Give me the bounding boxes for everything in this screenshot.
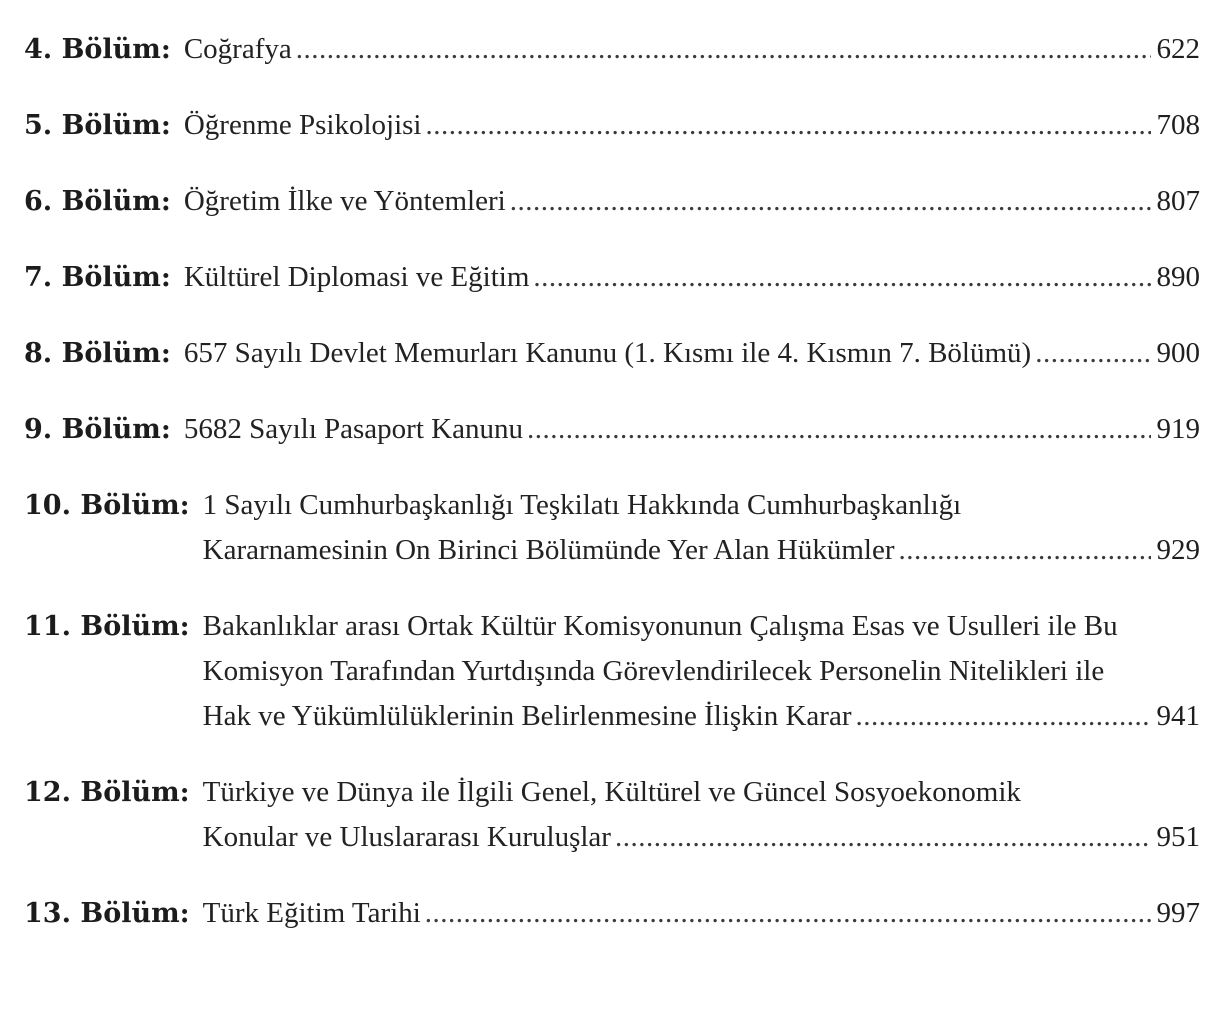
chapter-title: Hak ve Yükümlülüklerinin Belirlenmesine İlişkin Karar xyxy=(202,700,852,732)
chapter-label: 12. Bölüm: xyxy=(24,777,190,808)
page-number: 708 xyxy=(1156,109,1200,141)
dot-leader xyxy=(1035,331,1150,376)
chapter-title-line xyxy=(184,331,1200,376)
chapter-title-block xyxy=(184,407,1200,452)
chapter-title-block xyxy=(184,179,1200,224)
chapter-title-block xyxy=(184,103,1200,148)
chapter-title-line xyxy=(203,694,1200,739)
page-number: 890 xyxy=(1156,261,1200,293)
chapter-title: Konular ve Uluslararası Kuruluşlar xyxy=(202,821,611,853)
page-number: 900 xyxy=(1156,337,1200,369)
chapter-title: Öğrenme Psikolojisi xyxy=(183,109,422,141)
toc-entry-chapter-9 xyxy=(24,407,1200,452)
page-number: 997 xyxy=(1156,897,1200,929)
chapter-title-line xyxy=(184,103,1200,148)
chapter-title-block xyxy=(203,604,1200,739)
chapter-label: 5. Bölüm: xyxy=(24,110,171,141)
chapter-title-line xyxy=(184,255,1200,300)
chapter-title-block xyxy=(203,483,1200,573)
chapter-label: 10. Bölüm: xyxy=(24,490,190,521)
chapter-title-block xyxy=(203,891,1200,936)
chapter-title-block xyxy=(184,27,1200,72)
toc-entry-chapter-6 xyxy=(24,179,1200,224)
dot-leader xyxy=(615,815,1151,860)
chapter-title: Türk Eğitim Tarihi xyxy=(202,897,421,929)
page-number: 941 xyxy=(1156,700,1200,732)
dot-leader xyxy=(533,255,1150,300)
chapter-title-block xyxy=(184,331,1200,376)
page-number: 807 xyxy=(1156,185,1200,217)
dot-leader xyxy=(510,179,1151,224)
dot-leader xyxy=(296,27,1151,72)
toc-entry-chapter-10 xyxy=(24,483,1200,573)
chapter-title-line xyxy=(203,528,1200,573)
chapter-label: 8. Bölüm: xyxy=(24,338,171,369)
toc-entry-chapter-11 xyxy=(24,604,1200,739)
chapter-title: 657 Sayılı Devlet Memurları Kanunu (1. Kısmı ile 4. Kısmın 7. Bölümü) xyxy=(183,337,1032,369)
dot-leader xyxy=(856,694,1151,739)
chapter-label: 6. Bölüm: xyxy=(24,186,171,217)
chapter-title-line xyxy=(203,891,1200,936)
chapter-label: 9. Bölüm: xyxy=(24,414,171,445)
page-number: 929 xyxy=(1156,534,1200,566)
chapter-title-block xyxy=(203,770,1200,860)
chapter-title-line: Bakanlıklar arası Ortak Kültür Komisyonunun Çalışma Esas ve Usulleri ile Bu xyxy=(202,610,1118,642)
chapter-title-line xyxy=(184,27,1200,72)
chapter-title: 5682 Sayılı Pasaport Kanunu xyxy=(183,413,523,445)
dot-leader xyxy=(425,891,1151,936)
chapter-label: 11. Bölüm: xyxy=(24,611,190,642)
chapter-title-line xyxy=(184,407,1200,452)
page-number: 919 xyxy=(1156,413,1200,445)
chapter-title: Coğrafya xyxy=(183,33,292,65)
chapter-title: Kararnamesinin On Birinci Bölümünde Yer Alan Hükümler xyxy=(202,534,895,566)
chapter-label: 13. Bölüm: xyxy=(24,898,190,929)
dot-leader xyxy=(425,103,1150,148)
toc-entry-chapter-4 xyxy=(24,27,1200,72)
dot-leader xyxy=(899,528,1151,573)
chapter-title-line xyxy=(184,179,1200,224)
chapter-label: 4. Bölüm: xyxy=(24,34,171,65)
toc-entry-chapter-13 xyxy=(24,891,1200,936)
chapter-title: Öğretim İlke ve Yöntemleri xyxy=(183,185,506,217)
page-number: 951 xyxy=(1156,821,1200,853)
chapter-title: Kültürel Diplomasi ve Eğitim xyxy=(183,261,530,293)
dot-leader xyxy=(527,407,1151,452)
chapter-title-line: 1 Sayılı Cumhurbaşkanlığı Teşkilatı Hakkında Cumhurbaşkanlığı xyxy=(202,489,962,521)
chapter-title-block xyxy=(184,255,1200,300)
chapter-title-line xyxy=(203,815,1200,860)
page-number: 622 xyxy=(1156,33,1200,65)
chapter-title-line: Türkiye ve Dünya ile İlgili Genel, Kültürel ve Güncel Sosyoekonomik xyxy=(202,776,1021,808)
toc-entry-chapter-5 xyxy=(24,103,1200,148)
toc-entry-chapter-7 xyxy=(24,255,1200,300)
chapter-label: 7. Bölüm: xyxy=(24,262,171,293)
toc-entry-chapter-12 xyxy=(24,770,1200,860)
toc-entry-chapter-8 xyxy=(24,331,1200,376)
chapter-title-line: Komisyon Tarafından Yurtdışında Görevlendirilecek Personelin Nitelikleri ile xyxy=(202,655,1105,687)
